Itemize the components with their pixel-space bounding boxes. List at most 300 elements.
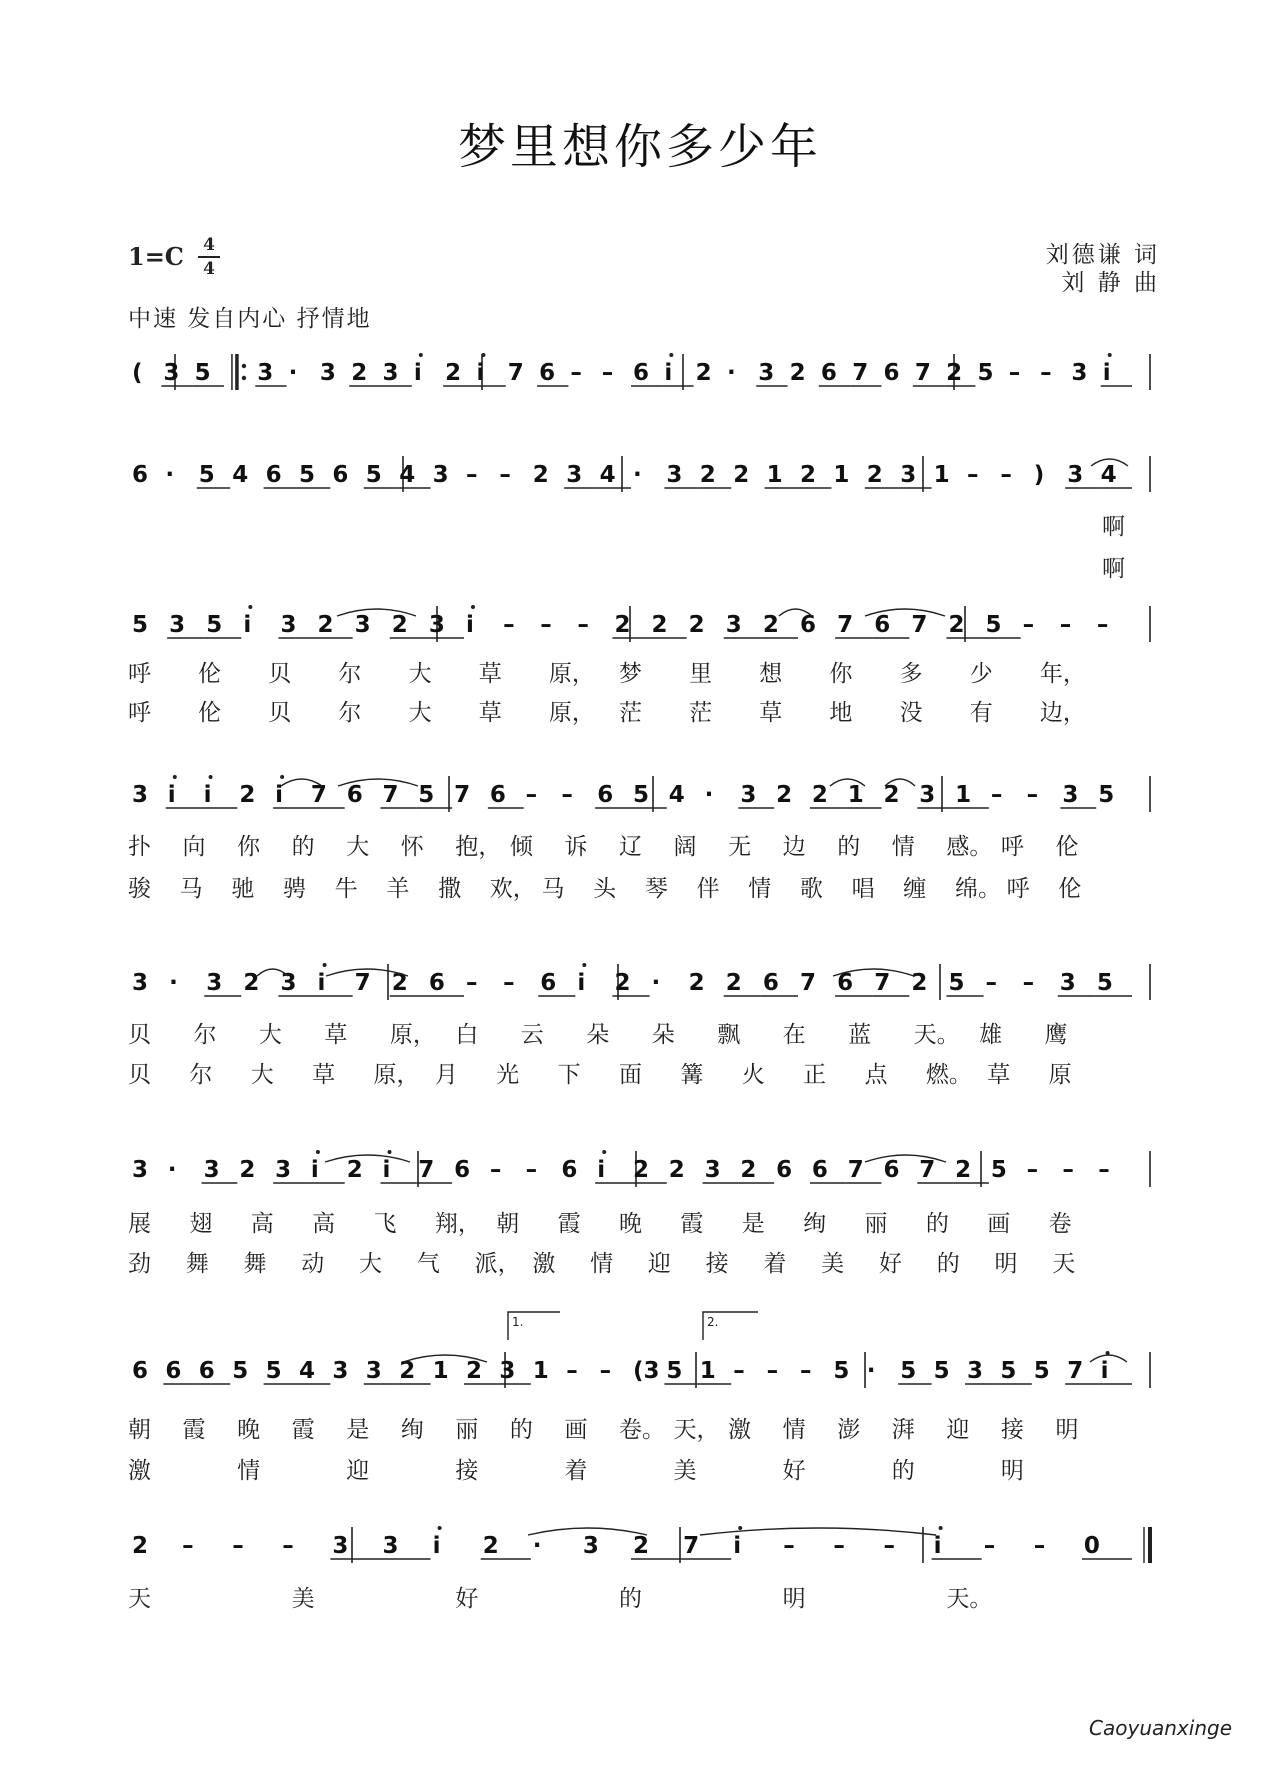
note: 2 [391,612,408,638]
lyric-syllable: 飘 [717,1022,741,1048]
note: i [1102,360,1111,386]
note: 7 [914,360,931,386]
lyric-syllable: 接 [705,1251,729,1277]
note: 5 [418,782,435,808]
note: 5 [132,612,149,638]
lyric-syllable: 迎 [346,1458,370,1484]
note: 4 [1100,462,1117,488]
note-dash: · [633,462,642,488]
lyric-syllable: 琴 [644,876,668,902]
note: 2 [866,462,883,488]
lyric-syllable: 着 [564,1458,588,1484]
lyric-syllable: 里 [689,661,713,687]
lyric-syllable: 撒 [438,876,462,902]
note: 1 [699,1358,716,1384]
lyric-syllable: 有 [969,700,993,726]
note: 7 [418,1157,435,1183]
slur [1090,1355,1127,1362]
note: 6 [165,1358,182,1384]
lyric-syllable: 是 [346,1417,370,1443]
note: 5 [206,612,223,638]
lyric-syllable: 气 [416,1251,440,1277]
note-dash: – [1040,360,1052,386]
lyric-syllable: 的 [509,1417,533,1443]
note-dash: · [167,1157,177,1183]
note: i [275,782,284,808]
note: 3 [1071,360,1088,386]
lyric-syllable: 着 [763,1251,787,1277]
note: 7 [382,782,399,808]
note: 6 [132,462,149,488]
note-dash: – [525,782,538,808]
note: 3 [365,1358,382,1384]
note: i [243,612,252,638]
note: i [317,970,326,996]
tempo-marking: 中速 发自内心 抒情地 [128,306,372,332]
lyric-syllable: 骋 [283,876,307,902]
note: 3 [382,360,399,386]
lyric-syllable: 鹰 [1044,1022,1068,1048]
note: i [203,782,212,808]
lyric-syllable: 尔 [193,1022,217,1048]
note: 1 [955,782,972,808]
lyric-syllable: 劲 [128,1251,151,1277]
lyric-syllable: 飞 [373,1211,397,1237]
note: 5 [900,1358,917,1384]
note: 5 [365,462,382,488]
note: i [933,1533,942,1559]
note: 6 [820,360,837,386]
note: 2 [789,360,806,386]
lyric-syllable: 舞 [185,1251,209,1277]
lyric-syllable: 少 [969,661,993,687]
note-dash: – [282,1533,294,1559]
lyric-syllable: 面 [619,1062,642,1088]
note: 2 [243,970,260,996]
note: 2 [482,1533,499,1559]
note: 5 [1033,1358,1050,1384]
lyric-syllable: 迎 [647,1251,671,1277]
lyric-syllable: 向 [182,834,206,860]
note: 3 [354,612,371,638]
note: 5 [198,462,215,488]
note: 1 [847,782,864,808]
lyric-syllable: 地 [829,700,853,726]
note: 1 [432,1358,449,1384]
note-dash: – [503,970,515,996]
note: 3 [499,1358,516,1384]
note: 5 [633,782,650,808]
lyric-syllable: 贝 [268,700,292,726]
note: 3 [319,360,336,386]
note-dash: · [532,1533,542,1559]
lyric-syllable: 阔 [673,834,697,860]
note: 3 [919,782,936,808]
note: i [466,612,474,638]
lyric-syllable: 感。 [946,834,993,860]
note: 2 [532,462,549,488]
note: 5 [1000,1358,1017,1384]
octave-dot [316,1150,320,1154]
lyric-syllable: 大 [346,834,370,860]
note: 5 [194,360,211,386]
note: 2 [239,782,256,808]
lyric-syllable: 晚 [237,1417,261,1443]
lyric-syllable: 丽 [455,1417,479,1443]
note-dash: – [1096,612,1109,638]
lyric-syllable: 伦 [1058,876,1082,902]
note-dash: – [232,1533,244,1559]
lyric-syllable: 驰 [231,876,255,902]
octave-dot [323,963,327,967]
lyric-syllable: 美 [673,1458,697,1484]
note: 6 [776,1157,793,1183]
note: 2 [688,612,705,638]
note: 2 [466,1358,483,1384]
note: 2 [883,782,900,808]
lyric-syllable: 大 [250,1062,274,1088]
note-dash: · [726,360,736,386]
note: 3 [666,462,683,488]
lyric-syllable: 朵 [651,1022,675,1048]
lyric-syllable: 高 [312,1211,336,1237]
lyric-syllable: 羊 [386,876,410,902]
note: i [1100,1358,1109,1384]
lyric-syllable: 天 [1052,1251,1076,1277]
lyric-syllable: 霞 [557,1211,581,1237]
lyric-syllable: 好 [878,1251,902,1277]
note: i [597,1157,606,1183]
note: 3 [582,1533,599,1559]
lyric-syllable: 原， [548,700,595,726]
note: 7 [919,1157,936,1183]
lyric-syllable: 的 [925,1211,949,1237]
note: 6 [346,782,363,808]
lyric-syllable: 激 [128,1458,151,1484]
note: 1 [933,462,950,488]
lyric-syllable: 大 [408,700,432,726]
lyric-syllable: 情 [590,1251,614,1277]
note: i [167,782,176,808]
note: 3 [1062,782,1079,808]
lyric-syllable: 湃 [891,1417,915,1443]
lyric-syllable: 云 [520,1022,544,1048]
lyric-syllable: 展 [128,1211,151,1237]
lyric-syllable: 原， [389,1022,436,1048]
lyric-syllable: 骏 [128,876,151,902]
note: 7 [911,612,928,638]
note: 3 [758,360,775,386]
lyric-syllable: 年， [1039,661,1086,687]
lyricist-credit: 刘德谦 词 [1045,242,1160,268]
lyric-syllable: 霞 [182,1417,206,1443]
lyric-syllable: 在 [782,1022,806,1048]
note: 7 [683,1533,700,1559]
key-signature: 1=C [128,242,184,271]
lyric-syllable: 想 [759,661,783,687]
lyric-syllable: 卷 [1048,1211,1072,1237]
lyric-syllable: 没 [899,700,923,726]
lyric-syllable: 倾 [509,834,533,860]
lyric-syllable: 天。 [946,1586,993,1612]
lyric-syllable: 晚 [619,1211,642,1237]
lyric-syllable: 明 [1000,1458,1024,1484]
lyric-syllable: 霞 [291,1417,315,1443]
note: 6 [597,782,614,808]
lyric-syllable: 马 [179,876,203,902]
lyric-syllable: 的 [619,1586,642,1612]
lyric-syllable: 好 [455,1586,479,1612]
note: 3 [566,462,583,488]
note-dash: – [883,1533,895,1559]
note: 5 [948,970,965,996]
note: 5 [985,612,1002,638]
note-dash: – [599,1358,612,1384]
octave-dot [471,605,475,609]
lyric-syllable: 朝 [496,1211,520,1237]
note-dash: – [466,970,478,996]
note-dash: – [540,612,552,638]
lyric-syllable: 茫 [619,700,642,726]
lyric-syllable: 歌 [799,876,823,902]
time-signature-top: 4 [203,235,215,255]
note: 5 [265,1358,282,1384]
note-dash: · [165,462,175,488]
lyric-syllable: 草 [312,1062,336,1088]
note: 2 [614,970,631,996]
lyric-syllable: 大 [258,1022,282,1048]
octave-dot [939,1526,943,1530]
note-dash: – [833,1533,845,1559]
octave-dot [388,1150,392,1154]
note: 3 [132,1157,149,1183]
lyric-syllable: 情 [748,876,772,902]
lyric-syllable: 月 [434,1062,458,1088]
note: 2 [725,970,742,996]
lyric-syllable: 原 [1048,1062,1072,1088]
note: 5 [990,1157,1007,1183]
lyric-syllable: 明 [1055,1417,1079,1443]
lyric-syllable: 的 [936,1251,960,1277]
note: 2 [946,360,963,386]
lyric-syllable: 的 [837,834,861,860]
lyric-syllable: 舞 [243,1251,267,1277]
slur [325,1155,410,1162]
note-dash: · [288,360,298,386]
lyric-syllable: 草 [478,661,502,687]
note: 5 [299,462,316,488]
lyric-syllable: 伴 [696,876,720,902]
lyric-syllable: 朝 [128,1417,151,1443]
note: i [664,360,673,386]
note: 2 [776,782,793,808]
lyric-syllable: 霞 [680,1211,704,1237]
octave-dot [602,1150,606,1154]
volta-label-2: 2. [707,1315,719,1329]
note: i [413,360,422,386]
note: 6 [811,1157,828,1183]
lyric-syllable: 接 [455,1458,479,1484]
lyric-syllable: 的 [291,834,315,860]
lyric-syllable: 情 [237,1458,261,1484]
lyric-syllable: 伦 [198,700,222,726]
note: 2 [633,1533,650,1559]
note: 5 [1098,782,1115,808]
lyric-syllable: 尔 [189,1062,213,1088]
note: 3 [332,1358,349,1384]
note: 2 [668,1157,685,1183]
note: 7 [310,782,327,808]
note: 4 [399,462,416,488]
octave-dot [173,775,177,779]
note: 5 [232,1358,249,1384]
lyric-syllable: 好 [782,1458,806,1484]
volta-label-1: 1. [512,1315,524,1329]
repeat-dot [242,376,246,380]
octave-dot [738,1526,742,1530]
note: 7 [837,612,854,638]
note: 6 [561,1157,578,1183]
note: i [476,360,485,386]
lyric-syllable: 马 [541,876,565,902]
octave-dot [669,353,673,357]
note: 2 [688,970,705,996]
note: 6 [132,1358,149,1384]
note: ) [1033,462,1045,488]
lyric-syllable: 动 [301,1251,325,1277]
lyric-syllable: 怀 [400,834,424,860]
note: 7 [354,970,371,996]
note: 6 [800,612,817,638]
lyric-syllable: 无 [728,834,752,860]
note: 2 [911,970,928,996]
note: 3 [132,970,149,996]
lyric-syllable: 诉 [564,834,588,860]
note: 4 [599,462,616,488]
note-dash: – [577,612,589,638]
octave-dot [419,353,423,357]
lyric-syllable: 光 [496,1062,520,1088]
note: 2 [239,1157,256,1183]
note: 2 [445,360,462,386]
lyric-syllable: 你 [829,661,853,687]
lyric-syllable: 扑 [128,834,151,860]
lyric-syllable: 绵。 [954,876,1001,902]
note-dash: – [783,1533,795,1559]
note: 3 [704,1157,721,1183]
lyric-syllable: 伦 [198,661,222,687]
lyric-syllable: 啊 [1102,556,1125,582]
lyric-syllable: 大 [408,661,432,687]
lyric-syllable: 梦 [619,661,642,687]
note: 3 [257,360,274,386]
lyric-syllable: 迎 [946,1417,970,1443]
lyric-syllable: 天。 [913,1022,960,1048]
note-dash: – [182,1533,194,1559]
octave-dot [248,605,252,609]
note: i [382,1157,391,1183]
lyric-syllable: 啊 [1102,514,1125,540]
note: 7 [454,782,471,808]
note: 3 [132,782,149,808]
lyric-syllable: 翅 [189,1211,213,1237]
note: 7 [1067,1358,1084,1384]
lyric-syllable: 草 [759,700,783,726]
lyric-syllable: 火 [741,1062,765,1088]
note: 6 [633,360,650,386]
note: 7 [847,1157,864,1183]
note: 2 [317,612,334,638]
note-dash: – [1008,360,1021,386]
lyric-syllable: 情 [782,1417,806,1443]
lyric-syllable: 贝 [128,1022,151,1048]
note: 2 [695,360,712,386]
note: 0 [1083,1533,1100,1559]
note-dash: – [561,782,573,808]
lyric-syllable: 卷。 [619,1417,665,1443]
note-dash: – [466,462,478,488]
lyric-syllable: 抱， [455,834,502,860]
composer-credit: 刘 静 曲 [1061,270,1160,296]
note: (3 [633,1358,660,1384]
lyric-syllable: 白 [455,1022,479,1048]
note-dash: – [1059,612,1072,638]
note: 5 [666,1358,683,1384]
lyric-syllable: 激 [532,1251,556,1277]
lyric-syllable: 草 [478,700,502,726]
note: i [577,970,586,996]
note: 3 [275,1157,292,1183]
lyric-syllable: 明 [782,1586,806,1612]
lyric-syllable: 辽 [619,834,642,860]
note: 1 [532,1358,549,1384]
lyric-syllable: 牛 [334,876,358,902]
note: 3 [1067,462,1084,488]
lyric-syllable: 翔， [434,1211,481,1237]
lyric-syllable: 尔 [338,700,362,726]
lyric-syllable: 唱 [851,876,875,902]
note: 3 [1059,970,1076,996]
note: 6 [540,970,557,996]
note-dash: – [1022,612,1035,638]
note: 6 [198,1358,215,1384]
note: 3 [280,612,297,638]
note: 2 [955,1157,972,1183]
lyric-syllable: 高 [250,1211,274,1237]
note: i [310,1157,319,1183]
lyric-syllable: 下 [557,1062,581,1088]
lyric-syllable: 多 [899,661,923,687]
lyric-syllable: 伦 [1055,834,1079,860]
note-dash: · [866,1358,876,1384]
note: 6 [332,462,349,488]
note-dash: – [503,612,515,638]
note: 6 [428,970,445,996]
note: 2 [651,612,668,638]
note: 3 [169,612,186,638]
lyric-syllable: 贝 [128,1062,151,1088]
octave-dot [209,775,213,779]
note: 1 [833,462,850,488]
lyric-syllable: 呼 [1006,876,1030,902]
note-dash: · [169,970,178,996]
note: 7 [874,970,891,996]
lyric-syllable: 澎 [837,1417,861,1443]
note-dash: – [1062,1157,1074,1183]
note-dash: – [499,462,511,488]
note: 3 [206,970,223,996]
note: 3 [740,782,757,808]
